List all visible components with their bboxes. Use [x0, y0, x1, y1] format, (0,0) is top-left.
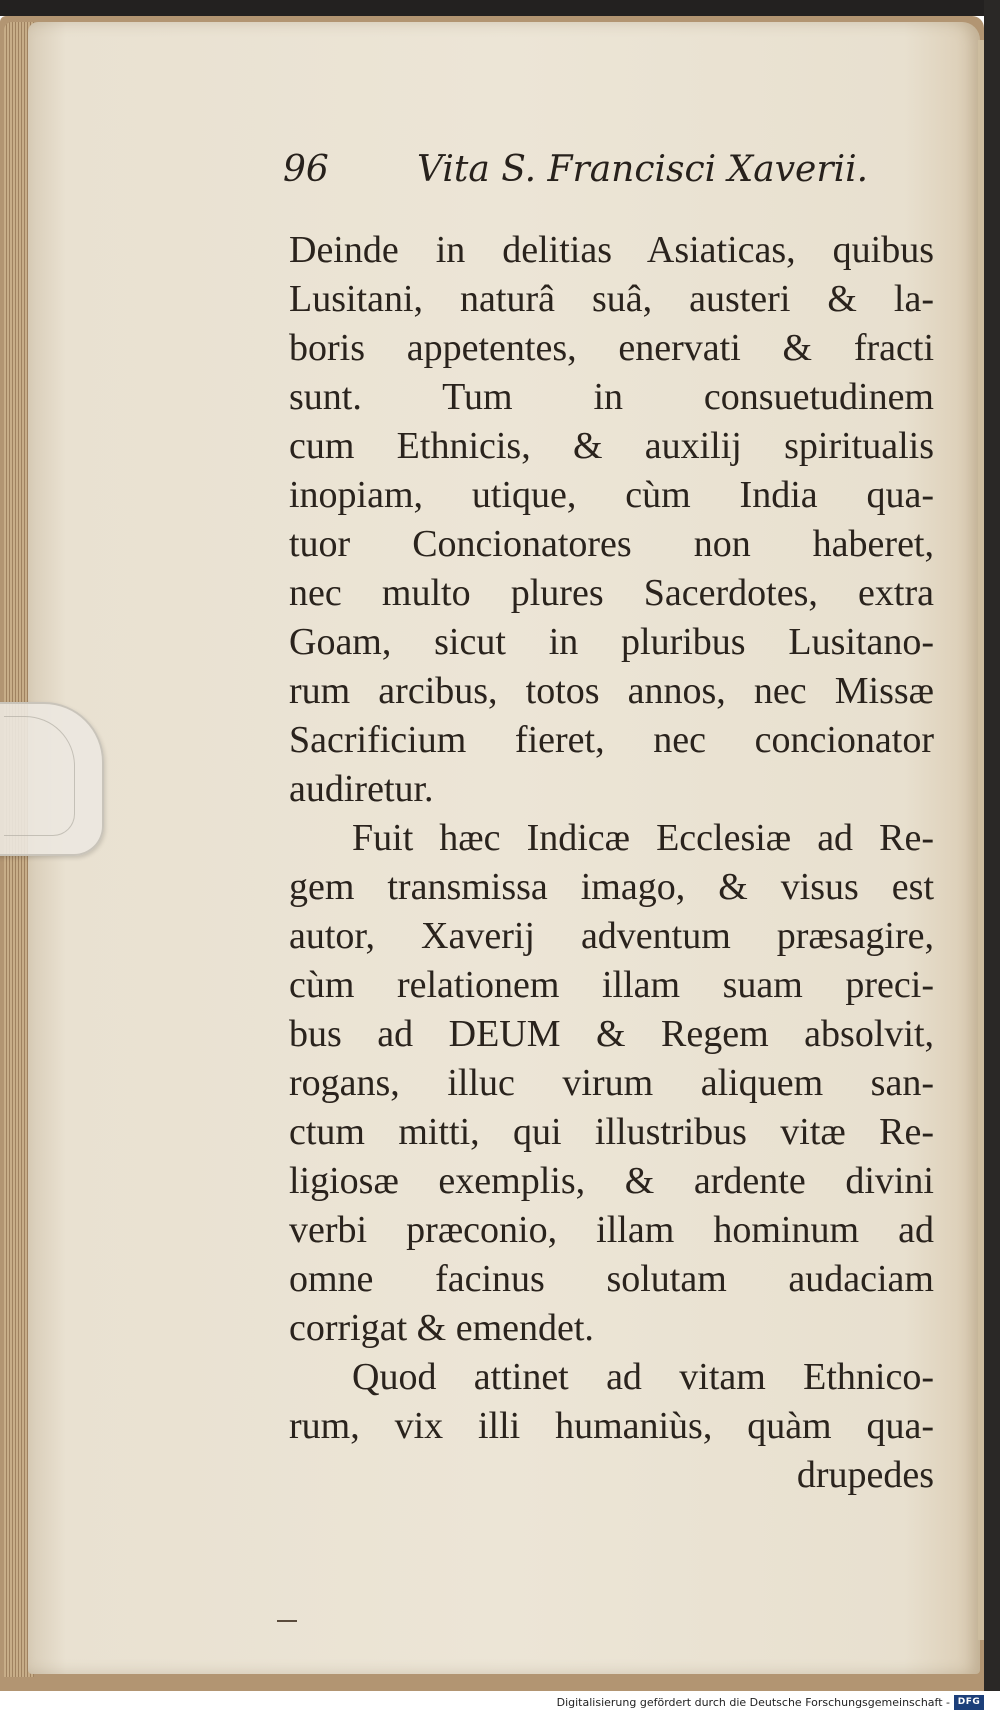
- scan-right-border: [984, 0, 1000, 1716]
- text-line: corrigat & emendet.: [289, 1307, 594, 1349]
- text-line: omne facinus solutam audaciam: [289, 1258, 934, 1300]
- text-line: gem transmissa imago, & visus est: [289, 866, 934, 908]
- text-line: rum arcibus, totos annos, nec Missæ: [289, 670, 934, 712]
- text-line: bus ad DEUM & Regem absolvit,: [289, 1013, 934, 1055]
- text-line: Fuit hæc Indicæ Ecclesiæ ad Re-: [352, 817, 934, 859]
- page-number: 96: [283, 149, 329, 190]
- text-line: Quod attinet ad vitam Ethnico-: [352, 1356, 934, 1398]
- text-line: boris appetentes, enervati & fracti: [289, 327, 934, 369]
- text-line: inopiam, utique, cùm India qua-: [289, 474, 934, 516]
- text-line: Deinde in delitias Asiaticas, quibus: [289, 229, 934, 271]
- body-text: [289, 226, 934, 1500]
- page-mark: [277, 1620, 297, 1622]
- credit-text: Digitalisierung gefördert durch die Deutsche Forschungsgemeinschaft -: [556, 1696, 950, 1709]
- text-line: nec multo plures Sacerdotes, extra: [289, 572, 934, 614]
- text-line: tuor Concionatores non haberet,: [289, 523, 934, 565]
- text-line: Lusitani, naturâ suâ, austeri & la-: [289, 278, 934, 320]
- bookmark-clip: [0, 702, 104, 856]
- text-line: audiretur.: [289, 768, 434, 810]
- text-line: ctum mitti, qui illustribus vitæ Re-: [289, 1111, 934, 1153]
- text-line: autor, Xaverij adventum præsagire,: [289, 915, 934, 957]
- dfg-logo: DFG: [954, 1695, 984, 1710]
- text-line: cùm relationem illam suam preci-: [289, 964, 934, 1006]
- text-line: Goam, sicut in pluribus Lusitano-: [289, 621, 934, 663]
- digitization-credit-bar: [0, 1691, 1000, 1716]
- page-header: [283, 140, 869, 200]
- text-line: Sacrificium fieret, nec concionator: [289, 719, 934, 761]
- text-line: rogans, illuc virum aliquem san-: [289, 1062, 934, 1104]
- text-line: ligiosæ exemplis, & ardente divini: [289, 1160, 934, 1202]
- catchword: drupedes: [796, 1454, 934, 1496]
- running-title: Vita S. Francisci Xaverii.: [417, 149, 869, 190]
- text-line: sunt. Tum in consuetudinem: [289, 376, 934, 418]
- text-line: rum, vix illi humaniùs, quàm qua-: [289, 1405, 934, 1447]
- text-line: cum Ethnicis, & auxilij spiritualis: [289, 425, 934, 467]
- scan-top-border: [0, 0, 1000, 16]
- text-line: verbi præconio, illam hominum ad: [289, 1209, 934, 1251]
